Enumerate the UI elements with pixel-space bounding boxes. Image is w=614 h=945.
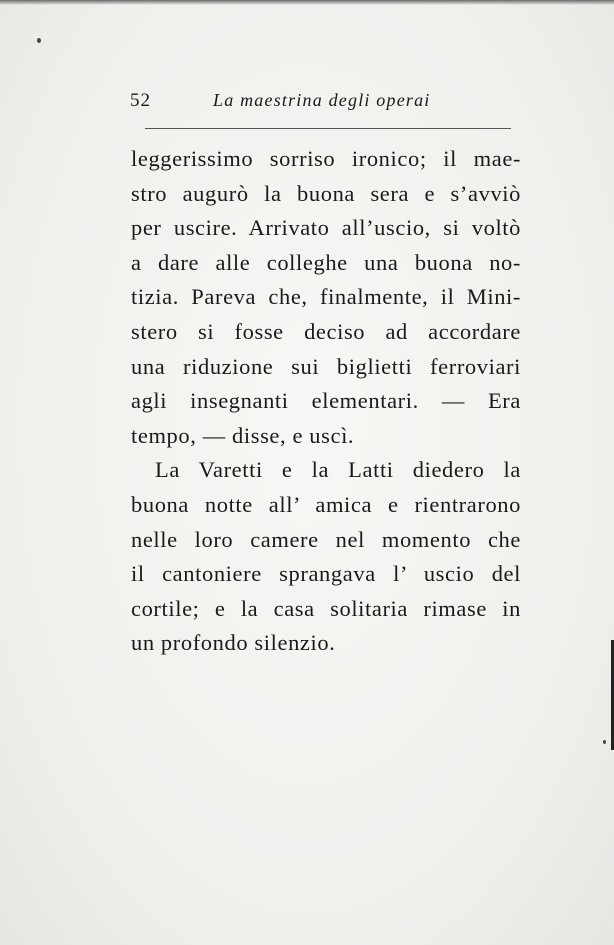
page-top-shadow	[0, 0, 614, 5]
text-line: tempo, — disse, e uscì.	[131, 422, 355, 448]
text-line: una riduzione sui biglietti ferroviari	[131, 353, 521, 379]
text-line: a dare alle colleghe una buona no-	[131, 249, 521, 275]
page-number: 52	[130, 90, 151, 111]
text-line: stero si fosse deciso ad accordare	[131, 318, 521, 344]
running-header	[130, 90, 520, 120]
text-line: agli insegnanti elementari. — Era	[131, 388, 521, 414]
running-title: La maestrina degli operai	[213, 90, 431, 110]
text-line: un profondo silenzio.	[131, 630, 336, 656]
text-line: La Varetti e la Latti diedero la	[155, 457, 521, 483]
text-line: leggerissimo sorriso ironico; il mae-	[131, 146, 521, 171]
text-line: nelle loro camere nel momento che	[131, 526, 521, 552]
ink-speck	[603, 740, 606, 744]
text-line: cortile; e la casa solitaria rimase in	[131, 595, 521, 621]
text-line: stro augurò la buona sera e s’avviò	[131, 180, 521, 206]
header-rule	[145, 128, 511, 129]
ink-speck	[37, 38, 41, 43]
text-line: per uscire. Arrivato all’uscio, si voltò	[131, 215, 521, 241]
text-line: il cantoniere sprangava l’ uscio del	[131, 561, 521, 587]
text-line: buona notte all’ amica e rientrarono	[131, 491, 521, 517]
text-line: tizia. Pareva che, finalmente, il Mini-	[131, 284, 521, 310]
body-text	[131, 142, 521, 661]
